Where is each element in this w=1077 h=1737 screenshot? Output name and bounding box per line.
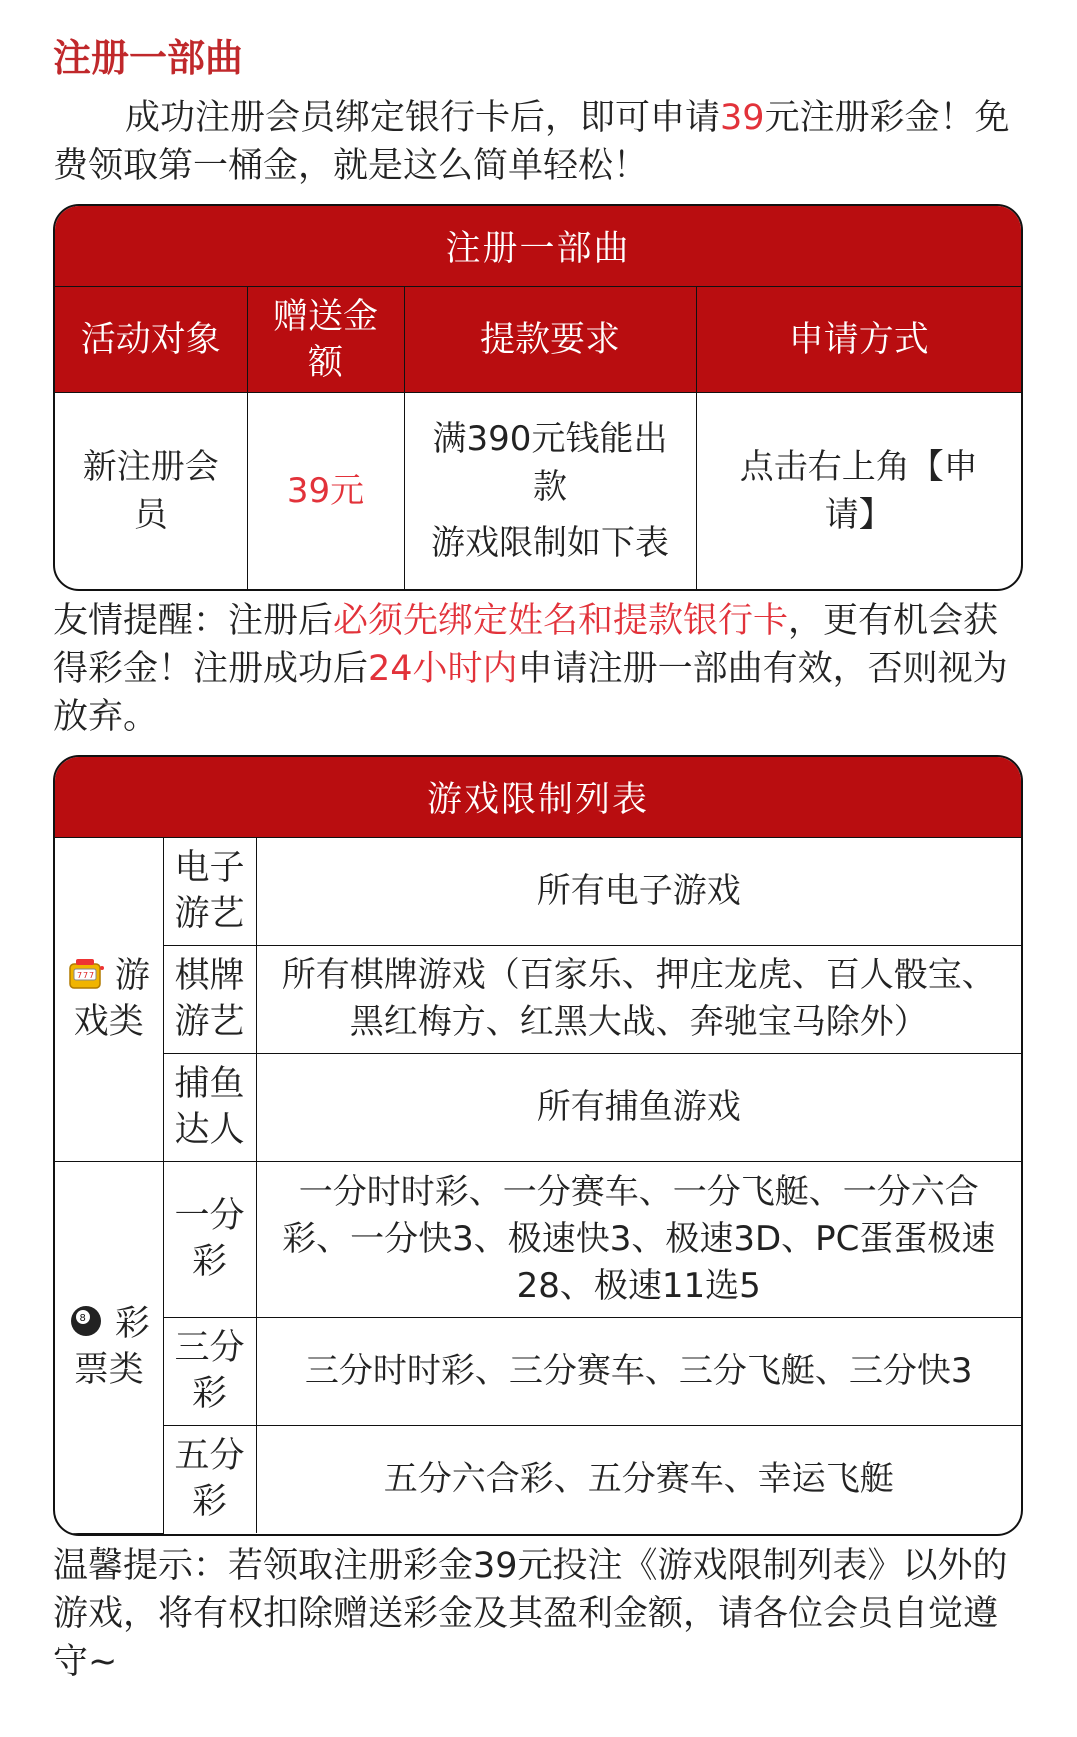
header-method: 申请方式 (696, 287, 1021, 393)
reminder-paragraph (53, 597, 1023, 741)
svg-text:7: 7 (88, 971, 94, 980)
desc-one-minute: 一分时时彩、一分赛车、一分飞艇、一分六合彩、一分快3、极速快3、极速3D、PC蛋蛋极速28、极速11选5 (256, 1161, 1021, 1317)
desc-five-minute: 五分六合彩、五分赛车、幸运飞艇 (256, 1425, 1021, 1533)
intro-text-2: 元注册彩金！免费领取第一桶金，就是这么简单轻松！ (53, 98, 1010, 186)
sub-category-three-minute: 三分彩 (163, 1317, 256, 1425)
sub-category-five-minute: 五分彩 (163, 1425, 256, 1533)
header-requirement: 提款要求 (404, 287, 696, 393)
game-limit-table-title: 游戏限制列表 (55, 757, 1021, 838)
desc-chess-card: 所有棋牌游戏（百家乐、押庄龙虎、百人骰宝、黑红梅方、红黑大战、奔驰宝马除外） (256, 945, 1021, 1053)
reminder-text-2: ，更有机会获得彩金！注册成功后 (53, 600, 999, 689)
desc-electronic: 所有电子游戏 (256, 837, 1021, 945)
desc-three-minute: 三分时时彩、三分赛车、三分飞艇、三分快3 (256, 1317, 1021, 1425)
category-games (55, 837, 163, 1161)
reminder-highlight-2: 24小时内 (368, 648, 518, 689)
category-lottery-label: 彩票类 (73, 1304, 150, 1390)
svg-text:8: 8 (79, 1313, 86, 1324)
requirement-line-1: 满390元钱能出款 (432, 418, 668, 507)
desc-fishing: 所有捕鱼游戏 (256, 1053, 1021, 1161)
intro-text-1: 成功注册会员绑定银行卡后，即可申请 (125, 98, 721, 138)
reminder-highlight-1: 必须先绑定姓名和提款银行卡 (333, 600, 789, 641)
page-title: 注册一部曲 (53, 36, 244, 80)
sub-category-chess-card: 棋牌游艺 (163, 945, 256, 1053)
intro-paragraph (53, 94, 1023, 190)
requirement-line-2: 游戏限制如下表 (431, 522, 669, 563)
intro-amount: 39 (720, 98, 765, 138)
target-cell: 新注册会员 (55, 393, 247, 589)
category-games-label: 游戏类 (73, 956, 150, 1042)
registration-table (53, 204, 1023, 591)
svg-text:7: 7 (82, 971, 88, 980)
method-cell: 点击右上角【申请】 (696, 393, 1021, 589)
header-target: 活动对象 (55, 287, 247, 393)
sub-category-fishing: 捕鱼达人 (163, 1053, 256, 1161)
page (53, 30, 1023, 1686)
reminder-text-3: 申请注册一部曲有效，否则视为放弃。 (53, 648, 1008, 737)
requirement-cell (404, 393, 696, 589)
footer-note: 温馨提示：若领取注册彩金39元投注《游戏限制列表》以外的游戏，将有权扣除赠送彩金及其盈利金额，请各位会员自觉遵守~ (53, 1545, 1008, 1682)
sub-category-one-minute: 一分彩 (163, 1161, 256, 1317)
category-lottery (55, 1161, 163, 1533)
reminder-text-1: 友情提醒：注册后 (53, 600, 334, 641)
header-bonus: 赠送金额 (247, 287, 404, 393)
8-ball-icon (68, 1304, 104, 1338)
bonus-cell: 39元 (247, 393, 404, 589)
svg-text:7: 7 (76, 971, 82, 980)
slot-machine-icon (68, 956, 104, 990)
sub-category-electronic: 电子游艺 (163, 837, 256, 945)
game-limit-table (53, 755, 1023, 1536)
registration-table-title: 注册一部曲 (55, 206, 1021, 287)
